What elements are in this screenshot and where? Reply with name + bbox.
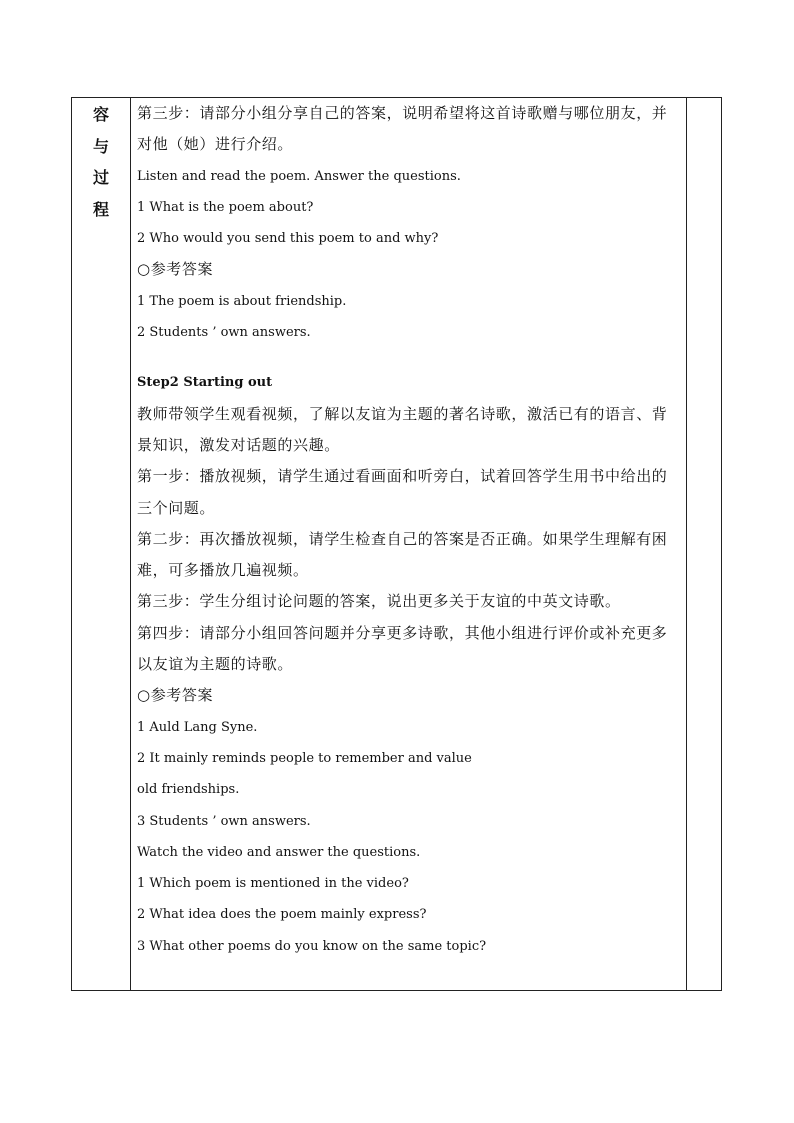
paragraph-line: 以友谊为主题的诗歌。: [137, 655, 294, 674]
paragraph-line: Watch the video and answer the questions.: [137, 844, 421, 860]
section-label-char: 容: [92, 105, 109, 124]
paragraph-line: 三个问题。: [137, 498, 216, 517]
section-label-char: 过: [92, 168, 109, 187]
section-label-column: [72, 98, 130, 225]
section-label-char: 程: [92, 199, 109, 219]
question-line: 2 Who would you send this poem to and why?: [137, 231, 439, 247]
paragraph-line: 景知识，激发对话题的兴趣。: [137, 435, 340, 454]
answer-line: 1 The poem is about friendship.: [137, 293, 347, 309]
paragraph-line: 第二步：再次播放视频，请学生检查自己的答案是否正确。如果学生理解有困: [137, 529, 668, 548]
paragraph-line: 教师带领学生观看视频，了解以友谊为主题的著名诗歌，激活已有的语言、背: [137, 404, 668, 423]
paragraph-line: 第三步：请部分小组分享自己的答案，说明希望将这首诗歌赠与哪位朋友，并: [137, 104, 668, 122]
paragraph-line: Listen and read the poem. Answer the questions.: [137, 168, 461, 184]
answer-line: 2 It mainly reminds people to remember and value: [137, 750, 472, 766]
step2-heading: Step2 Starting out: [137, 375, 273, 391]
question-line: 2 What idea does the poem mainly express?: [137, 907, 427, 923]
paragraph-line: 第三步：学生分组讨论问题的答案，说出更多关于友谊的中英文诗歌。: [137, 592, 621, 611]
question-line: 3 What other poems do you know on the same topic?: [137, 938, 487, 954]
answer-line: old friendships.: [137, 782, 240, 798]
column-divider-right: [686, 98, 687, 990]
question-line: 1 Which poem is mentioned in the video?: [137, 876, 409, 892]
section-label-char: 与: [92, 136, 109, 156]
answer-line: 3 Students ’ own answers.: [137, 813, 311, 829]
paragraph-line: 第一步：播放视频，请学生通过看画面和听旁白，试着回答学生用书中给出的: [137, 467, 668, 486]
lesson-content: [137, 98, 682, 962]
lesson-table: [71, 97, 722, 991]
paragraph-line: 难，可多播放几遍视频。: [137, 561, 309, 580]
reference-answer-heading: ○参考答案: [137, 260, 214, 279]
question-line: 1 What is the poem about?: [137, 199, 314, 215]
column-divider-left: [130, 98, 131, 990]
paragraph-line: 第四步：请部分小组回答问题并分享更多诗歌，其他小组进行评价或补充更多: [137, 623, 668, 642]
answer-line: 2 Students ’ own answers.: [137, 325, 311, 341]
paragraph-line: 对他（她）进行介绍。: [137, 135, 294, 154]
answer-line: 1 Auld Lang Syne.: [137, 719, 258, 735]
reference-answer-heading: ○参考答案: [137, 686, 214, 705]
